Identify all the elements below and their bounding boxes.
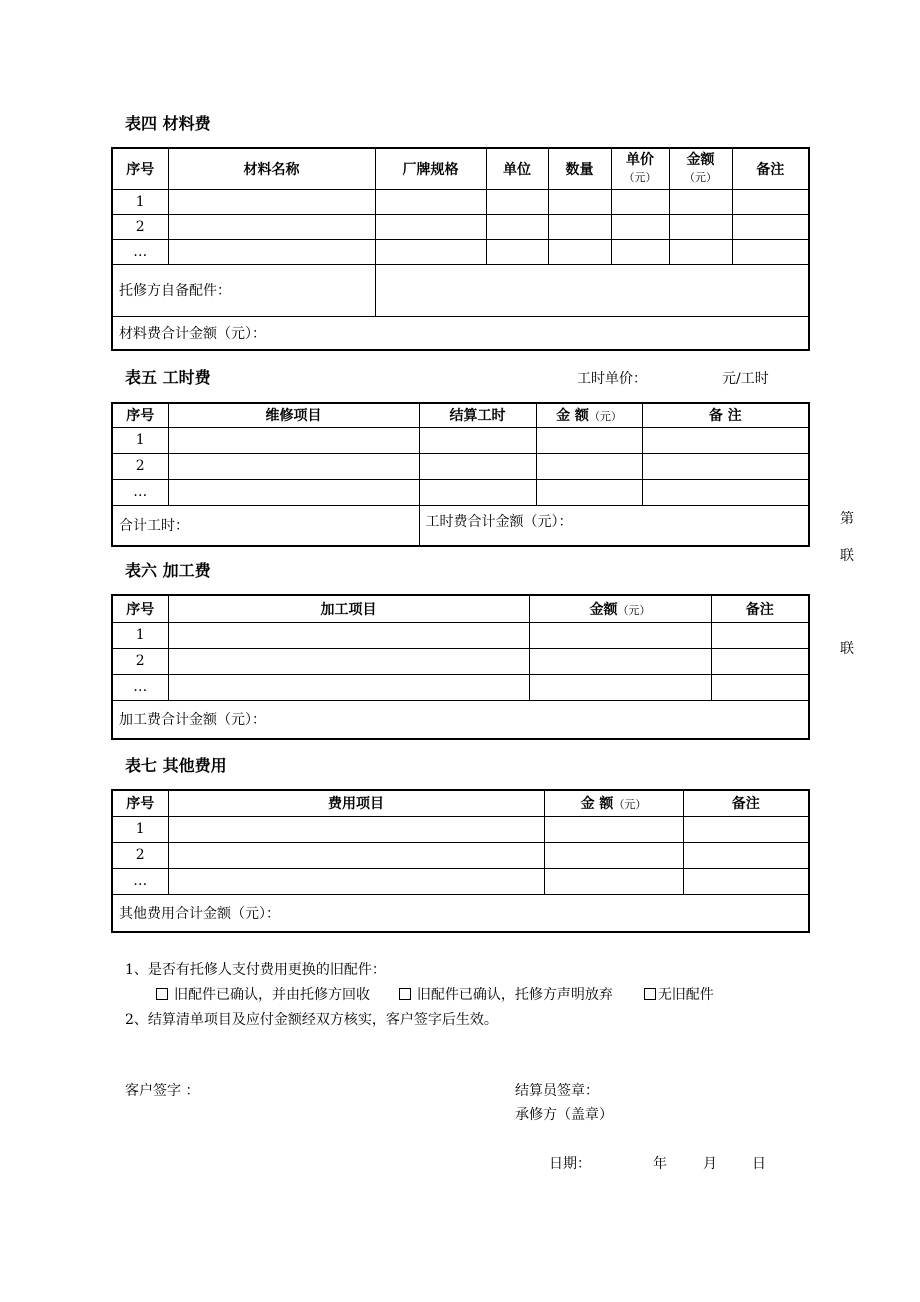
repairer-seal-label: 承修方（盖章）: [515, 1107, 613, 1123]
labor-total-label: 工时费合计金额（元）：: [419, 505, 809, 546]
header-remark: 备 注: [642, 403, 809, 427]
option-abandoned[interactable]: 旧配件已确认，托修方声明放弃: [399, 987, 613, 1003]
table-row: [112, 479, 809, 505]
row-seq: 2: [112, 453, 168, 479]
row-seq: 2: [112, 842, 168, 868]
header-seq: 序号: [112, 148, 168, 189]
row-seq: 1: [112, 816, 168, 842]
row-seq: …: [112, 239, 168, 264]
self-provided-parts-field[interactable]: [375, 264, 809, 316]
table-row: [112, 674, 809, 700]
header-amount: 金 额（元）: [536, 403, 642, 427]
total-hours-label: 合计工时：: [112, 505, 419, 546]
processing-total-label: 加工费合计金额（元）：: [112, 700, 809, 739]
table4-title: 表四 材料费: [125, 114, 211, 133]
option-no-old-parts[interactable]: 无旧配件: [644, 987, 714, 1003]
customer-signature-label: 客户签字 ：: [125, 1083, 200, 1099]
other-total-label: 其他费用合计金额（元）：: [112, 894, 809, 932]
row-seq: …: [112, 868, 168, 894]
header-repair-item: 维修项目: [168, 403, 419, 427]
date-day: 日: [752, 1156, 766, 1172]
checkbox-icon[interactable]: [399, 988, 411, 1000]
table-row: [112, 189, 809, 214]
side-label-di: 第: [840, 511, 854, 527]
row-seq: …: [112, 479, 168, 505]
table-row: [112, 622, 809, 648]
material-fee-table: [111, 147, 810, 351]
header-fee-item: 费用项目: [168, 790, 544, 816]
header-amount: 金额 （元）: [669, 148, 732, 189]
table-row: [112, 453, 809, 479]
self-provided-parts-label: 托修方自备配件：: [112, 264, 375, 316]
note-2: 2、结算清单项目及应付金额经双方核实，客户签字后生效。: [125, 1012, 498, 1028]
header-amount: 金额（元）: [529, 595, 711, 622]
header-unit: 单位: [486, 148, 548, 189]
processing-fee-table: [111, 594, 810, 740]
header-unit-price: 单价 （元）: [611, 148, 669, 189]
other-fee-table: [111, 789, 810, 933]
checkbox-icon[interactable]: [156, 988, 168, 1000]
checkbox-icon[interactable]: [644, 988, 656, 1000]
row-seq: 2: [112, 214, 168, 239]
row-seq: 2: [112, 648, 168, 674]
table-row: [112, 214, 809, 239]
header-remark: 备注: [732, 148, 809, 189]
option-recovered[interactable]: 旧配件已确认，并由托修方回收: [156, 987, 370, 1003]
labor-unit-price-unit: 元/工时: [722, 371, 769, 387]
header-settled-hours: 结算工时: [419, 403, 536, 427]
row-seq: …: [112, 674, 168, 700]
date-year: 年: [653, 1156, 667, 1172]
table-row: [112, 427, 809, 453]
old-parts-options: [156, 986, 714, 1004]
table-row: [112, 842, 809, 868]
header-seq: 序号: [112, 403, 168, 427]
table-row: [112, 816, 809, 842]
header-remark: 备注: [711, 595, 809, 622]
row-seq: 1: [112, 427, 168, 453]
header-amount: 金 额（元）: [544, 790, 683, 816]
row-seq: 1: [112, 189, 168, 214]
table7-title: 表七 其他费用: [125, 756, 227, 775]
header-remark: 备注: [683, 790, 809, 816]
side-label-lian: 联: [840, 548, 854, 564]
table6-title: 表六 加工费: [125, 561, 211, 580]
material-total-label: 材料费合计金额（元）：: [112, 316, 809, 350]
date-month: 月: [703, 1156, 717, 1172]
row-seq: 1: [112, 622, 168, 648]
clerk-signature-label: 结算员签章：: [515, 1083, 599, 1099]
header-quantity: 数量: [548, 148, 611, 189]
side-label-lian-2: 联: [840, 641, 854, 657]
labor-unit-price-label: 工时单价：: [577, 371, 647, 387]
labor-fee-table: [111, 402, 810, 547]
header-seq: 序号: [112, 595, 168, 622]
table-row: [112, 868, 809, 894]
table5-title: 表五 工时费: [125, 368, 211, 387]
header-brand-spec: 厂牌规格: [375, 148, 486, 189]
header-processing-item: 加工项目: [168, 595, 529, 622]
header-material-name: 材料名称: [168, 148, 375, 189]
header-seq: 序号: [112, 790, 168, 816]
table-row: [112, 648, 809, 674]
note-1: 1、是否有托修人支付费用更换的旧配件：: [125, 962, 386, 978]
table-row: [112, 239, 809, 264]
date-label: 日期：: [549, 1156, 591, 1172]
